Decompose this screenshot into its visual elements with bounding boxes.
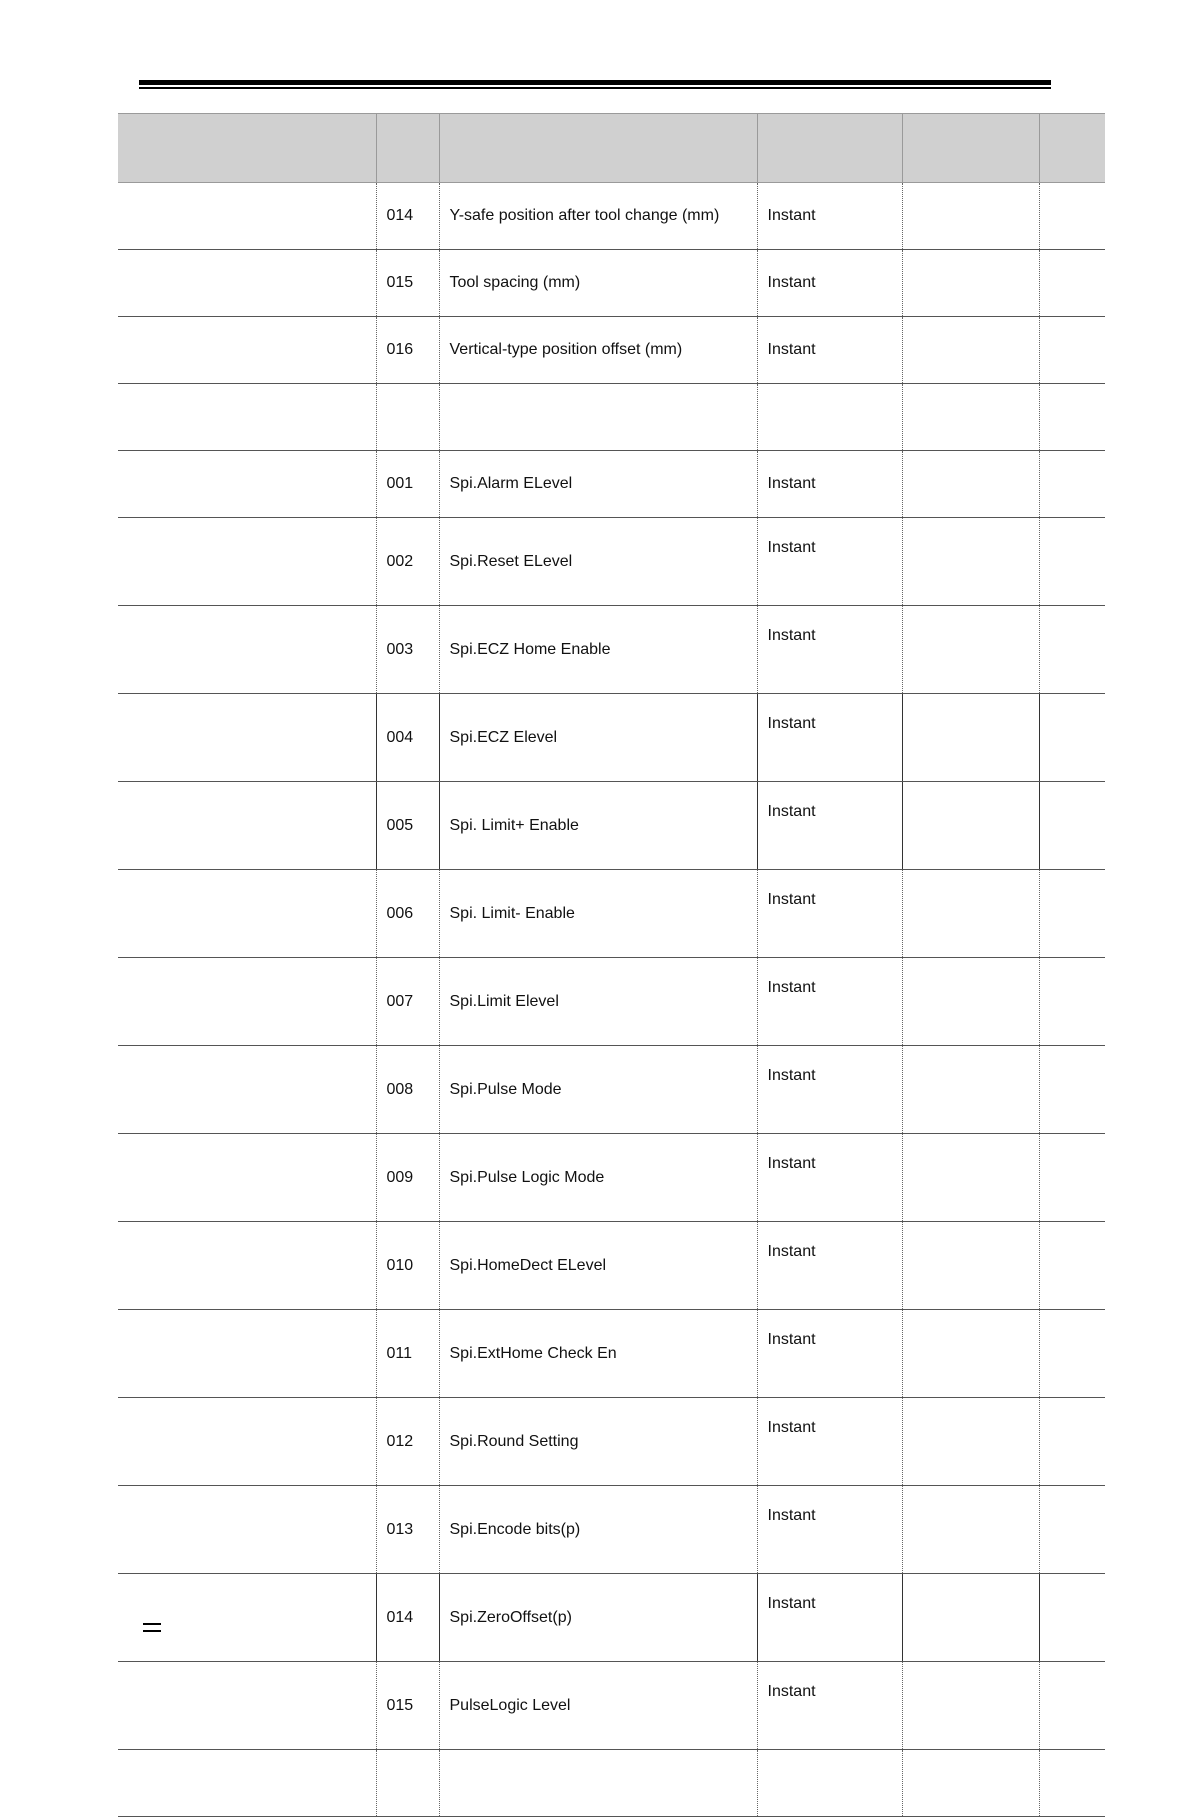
row-name-cell: Spi.Round Setting <box>439 1398 757 1486</box>
row-group-cell <box>118 606 376 694</box>
row-number-cell: 001 <box>376 451 439 518</box>
row-effective-cell: Instant <box>757 1486 902 1574</box>
table-row <box>118 1046 1105 1134</box>
row-effective-cell: Instant <box>757 183 902 250</box>
header-cell-number <box>376 114 439 183</box>
row-effective-cell: Instant <box>757 606 902 694</box>
table-row <box>118 183 1105 250</box>
row-col6-cell <box>1039 1486 1105 1574</box>
row-group-cell <box>118 782 376 870</box>
row-number-cell: 003 <box>376 606 439 694</box>
row-number-cell: 016 <box>376 317 439 384</box>
row-effective-cell: Instant <box>757 1046 902 1134</box>
row-number-cell: 014 <box>376 1574 439 1662</box>
row-name-cell: Spi. Limit+ Enable <box>439 782 757 870</box>
row-number-cell: 006 <box>376 870 439 958</box>
row-effective-cell <box>757 384 902 451</box>
row-name-cell: Spi.Limit Elevel <box>439 958 757 1046</box>
row-col6-cell <box>1039 518 1105 606</box>
row-group-cell <box>118 1662 376 1750</box>
row-col6-cell <box>1039 1574 1105 1662</box>
table-row <box>118 451 1105 518</box>
row-effective-cell: Instant <box>757 250 902 317</box>
row-number-cell: 004 <box>376 694 439 782</box>
row-name-cell: Spi.Pulse Mode <box>439 1046 757 1134</box>
row-number-cell: 014 <box>376 183 439 250</box>
table-body <box>118 183 1105 1817</box>
row-col5-cell <box>902 384 1039 451</box>
row-col6-cell <box>1039 1134 1105 1222</box>
row-col6-cell <box>1039 317 1105 384</box>
header-cell-name <box>439 114 757 183</box>
row-col6-cell <box>1039 958 1105 1046</box>
row-number-cell: 013 <box>376 1486 439 1574</box>
row-effective-cell: Instant <box>757 1222 902 1310</box>
row-col5-cell <box>902 1574 1039 1662</box>
header-cell-effective <box>757 114 902 183</box>
row-name-cell: Spi.Reset ELevel <box>439 518 757 606</box>
row-number-cell: 011 <box>376 1310 439 1398</box>
table-row <box>118 1662 1105 1750</box>
row-number-cell: 008 <box>376 1046 439 1134</box>
row-col6-cell <box>1039 1750 1105 1817</box>
row-col6-cell <box>1039 451 1105 518</box>
row-effective-cell: Instant <box>757 958 902 1046</box>
row-col5-cell <box>902 958 1039 1046</box>
row-group-cell <box>118 451 376 518</box>
row-group-cell <box>118 870 376 958</box>
row-number-cell: 005 <box>376 782 439 870</box>
header-cell-col5 <box>902 114 1039 183</box>
row-name-cell: Spi.Alarm ELevel <box>439 451 757 518</box>
row-effective-cell: Instant <box>757 782 902 870</box>
table-row <box>118 250 1105 317</box>
row-group-cell <box>118 1750 376 1817</box>
row-col5-cell <box>902 870 1039 958</box>
row-col6-cell <box>1039 870 1105 958</box>
row-number-cell: 009 <box>376 1134 439 1222</box>
row-col5-cell <box>902 451 1039 518</box>
row-col5-cell <box>902 1134 1039 1222</box>
row-name-cell: Y-safe position after tool change (mm) <box>439 183 757 250</box>
row-col6-cell <box>1039 384 1105 451</box>
page-number-mark <box>143 1623 161 1625</box>
row-name-cell: PulseLogic Level <box>439 1662 757 1750</box>
row-col5-cell <box>902 1222 1039 1310</box>
row-col5-cell <box>902 694 1039 782</box>
row-name-cell <box>439 1750 757 1817</box>
page-number-mark-lower <box>143 1630 161 1632</box>
table-row <box>118 1486 1105 1574</box>
row-group-cell <box>118 1222 376 1310</box>
parameter-table <box>118 113 1105 1817</box>
row-group-cell <box>118 183 376 250</box>
row-number-cell <box>376 384 439 451</box>
header-cell-col6 <box>1039 114 1105 183</box>
row-col5-cell <box>902 1486 1039 1574</box>
row-col5-cell <box>902 183 1039 250</box>
row-col6-cell <box>1039 606 1105 694</box>
row-col6-cell <box>1039 1662 1105 1750</box>
row-col6-cell <box>1039 1046 1105 1134</box>
row-col6-cell <box>1039 183 1105 250</box>
row-effective-cell: Instant <box>757 1398 902 1486</box>
row-effective-cell: Instant <box>757 870 902 958</box>
header-cell-group <box>118 114 376 183</box>
table-row <box>118 870 1105 958</box>
row-name-cell: Spi.ECZ Home Enable <box>439 606 757 694</box>
table-row <box>118 1222 1105 1310</box>
table-row <box>118 1574 1105 1662</box>
row-name-cell: Spi.Encode bits(p) <box>439 1486 757 1574</box>
row-number-cell: 007 <box>376 958 439 1046</box>
row-effective-cell: Instant <box>757 518 902 606</box>
row-col5-cell <box>902 518 1039 606</box>
row-number-cell: 012 <box>376 1398 439 1486</box>
row-group-cell <box>118 384 376 451</box>
row-effective-cell: Instant <box>757 451 902 518</box>
row-group-cell <box>118 1486 376 1574</box>
row-group-cell <box>118 1134 376 1222</box>
row-col5-cell <box>902 1750 1039 1817</box>
table-row <box>118 694 1105 782</box>
row-group-cell <box>118 1574 376 1662</box>
table-row <box>118 958 1105 1046</box>
row-name-cell: Vertical-type position offset (mm) <box>439 317 757 384</box>
row-name-cell: Spi.Pulse Logic Mode <box>439 1134 757 1222</box>
row-col6-cell <box>1039 694 1105 782</box>
row-col5-cell <box>902 317 1039 384</box>
row-group-cell <box>118 518 376 606</box>
row-col5-cell <box>902 1398 1039 1486</box>
table-header-row <box>118 114 1105 183</box>
row-col6-cell <box>1039 1222 1105 1310</box>
table-row <box>118 606 1105 694</box>
table-row <box>118 1310 1105 1398</box>
row-effective-cell: Instant <box>757 1310 902 1398</box>
table-row <box>118 782 1105 870</box>
row-col5-cell <box>902 1310 1039 1398</box>
row-name-cell: Tool spacing (mm) <box>439 250 757 317</box>
row-group-cell <box>118 694 376 782</box>
row-col5-cell <box>902 782 1039 870</box>
row-number-cell: 010 <box>376 1222 439 1310</box>
row-name-cell: Spi. Limit- Enable <box>439 870 757 958</box>
row-group-cell <box>118 1398 376 1486</box>
row-name-cell: Spi.HomeDect ELevel <box>439 1222 757 1310</box>
row-name-cell: Spi.ECZ Elevel <box>439 694 757 782</box>
row-group-cell <box>118 250 376 317</box>
row-group-cell <box>118 958 376 1046</box>
row-effective-cell: Instant <box>757 1662 902 1750</box>
table-row <box>118 1750 1105 1817</box>
row-effective-cell: Instant <box>757 1574 902 1662</box>
table-row <box>118 384 1105 451</box>
row-name-cell: Spi.ZeroOffset(p) <box>439 1574 757 1662</box>
row-col6-cell <box>1039 1310 1105 1398</box>
row-col5-cell <box>902 250 1039 317</box>
row-group-cell <box>118 1310 376 1398</box>
row-name-cell: Spi.ExtHome Check En <box>439 1310 757 1398</box>
row-effective-cell: Instant <box>757 1134 902 1222</box>
row-col6-cell <box>1039 782 1105 870</box>
table-row <box>118 518 1105 606</box>
row-group-cell <box>118 317 376 384</box>
row-col6-cell <box>1039 1398 1105 1486</box>
row-col5-cell <box>902 1662 1039 1750</box>
row-number-cell <box>376 1750 439 1817</box>
table-row <box>118 1398 1105 1486</box>
row-effective-cell: Instant <box>757 317 902 384</box>
row-effective-cell <box>757 1750 902 1817</box>
row-name-cell <box>439 384 757 451</box>
row-group-cell <box>118 1046 376 1134</box>
row-col5-cell <box>902 1046 1039 1134</box>
row-number-cell: 002 <box>376 518 439 606</box>
row-number-cell: 015 <box>376 1662 439 1750</box>
table-row <box>118 317 1105 384</box>
row-col5-cell <box>902 606 1039 694</box>
header-rule-thick <box>139 80 1051 85</box>
row-number-cell: 015 <box>376 250 439 317</box>
row-effective-cell: Instant <box>757 694 902 782</box>
table-row <box>118 1134 1105 1222</box>
header-rule-thin <box>139 87 1051 89</box>
row-col6-cell <box>1039 250 1105 317</box>
